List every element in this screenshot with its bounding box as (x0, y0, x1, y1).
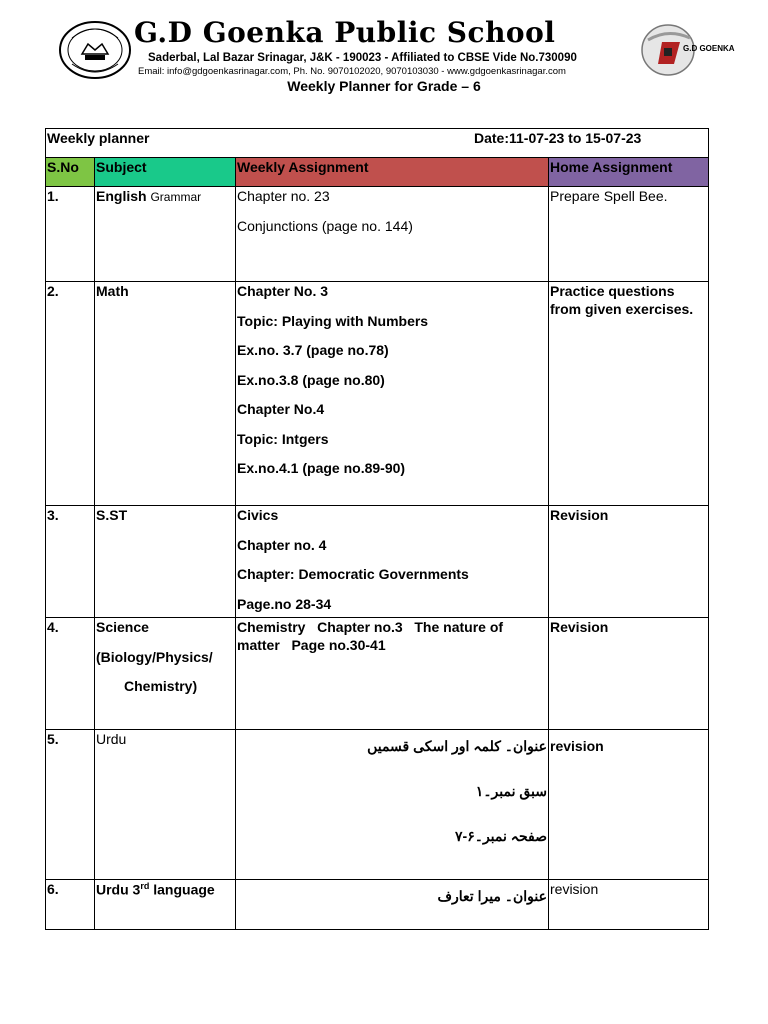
header-home-assignment: Home Assignment (549, 158, 709, 187)
weekly-line: Topic: Playing with Numbers (237, 312, 429, 329)
weekly-line: صفحہ نمبر۔۶-۷ (455, 828, 547, 844)
weekly-line: Chapter no. 23 (237, 188, 330, 204)
row-subject (95, 618, 236, 730)
weekly-line: Ex.no.3.8 (page no.80) (237, 371, 385, 388)
row-sno: 5. (46, 730, 95, 880)
row-weekly-assignment (236, 187, 549, 282)
row-sno: 2. (46, 282, 95, 506)
table-row (46, 506, 709, 618)
row-home-assignment: Practice questions from given exercises. (549, 282, 709, 506)
row-sno: 3. (46, 506, 95, 618)
table-row (46, 730, 709, 880)
subject-line: Science (96, 619, 149, 635)
header-weekly-assignment: Weekly Assignment (236, 158, 549, 187)
row-weekly-assignment: عنوان۔ میرا تعارف (236, 880, 549, 930)
table-row (46, 880, 709, 930)
right-logo-text: G.D GOENKA (683, 44, 735, 53)
school-address: Saderbal, Lal Bazar Srinagar, J&K - 190023 - Affiliated to CBSE Vide No.730090 (148, 52, 577, 64)
row-home-assignment: revision (549, 730, 709, 880)
row-sno: 1. (46, 187, 95, 282)
weekly-line: Topic: Intgers (237, 430, 329, 447)
row-subject: Math (95, 282, 236, 506)
subject-name: Urdu 3 (96, 881, 141, 898)
weekly-line: Ex.no. 3.7 (page no.78) (237, 342, 389, 358)
table-header-row (46, 158, 709, 187)
weekly-line: Chapter No.4 (237, 401, 325, 417)
school-crest-icon (58, 20, 132, 80)
row-weekly-assignment: Chemistry Chapter no.3 The nature of matter Page no.30-41 (236, 618, 549, 730)
subject-name: English (96, 188, 147, 204)
subject-line: (Biology/Physics/ (96, 648, 213, 665)
weekly-line: عنوان۔ کلمہ اور اسکی قسمیں (367, 738, 547, 754)
table-row (46, 618, 709, 730)
row-weekly-assignment (236, 506, 549, 618)
weekly-planner-table (45, 128, 709, 930)
weekly-line: Page.no 28-34 (237, 595, 332, 612)
weekly-line: Conjunctions (page no. 144) (237, 217, 413, 234)
row-home-assignment: Prepare Spell Bee. (549, 187, 709, 282)
school-contact: Email: info@gdgoenkasrinagar.com, Ph. No. 9070102020, 9070103030 - www.gdgoenkasrinagar.com (138, 66, 566, 77)
subject-superscript: rd (140, 881, 150, 891)
row-home-assignment: revision (549, 880, 709, 930)
row-home-assignment: Revision (549, 618, 709, 730)
table-title: Weekly planner (47, 130, 150, 146)
row-sno: 6. (46, 880, 95, 930)
letterhead (0, 0, 768, 125)
subject-tail: language (149, 881, 215, 898)
weekly-line: Chapter No. 3 (237, 283, 329, 299)
table-row (46, 187, 709, 282)
header-subject: Subject (95, 158, 236, 187)
row-subject: S.ST (95, 506, 236, 618)
table-title-cell (46, 129, 709, 158)
row-sno: 4. (46, 618, 95, 730)
table-title-row (46, 129, 709, 158)
weekly-line: Ex.no.4.1 (page no.89-90) (237, 460, 406, 476)
row-subject: Urdu (95, 730, 236, 880)
header-sno: S.No (46, 158, 95, 187)
table-row (46, 282, 709, 506)
weekly-line: Chapter no. 4 (237, 536, 327, 553)
weekly-line: Chapter: Democratic Governments (237, 566, 469, 582)
row-weekly-assignment (236, 730, 549, 880)
school-name: G.D Goenka Public School (134, 16, 556, 49)
subject-line: Chemistry) (124, 678, 198, 694)
row-weekly-assignment (236, 282, 549, 506)
weekly-line: سبق نمبر۔۱ (475, 783, 547, 799)
row-home-assignment: Revision (549, 506, 709, 618)
subject-sub: Grammar (150, 190, 202, 204)
row-subject (95, 187, 236, 282)
planner-title: Weekly Planner for Grade – 6 (287, 78, 481, 94)
weekly-line: Civics (237, 507, 279, 523)
row-subject (95, 880, 236, 930)
date-range: Date:11-07-23 to 15-07-23 (474, 130, 642, 146)
